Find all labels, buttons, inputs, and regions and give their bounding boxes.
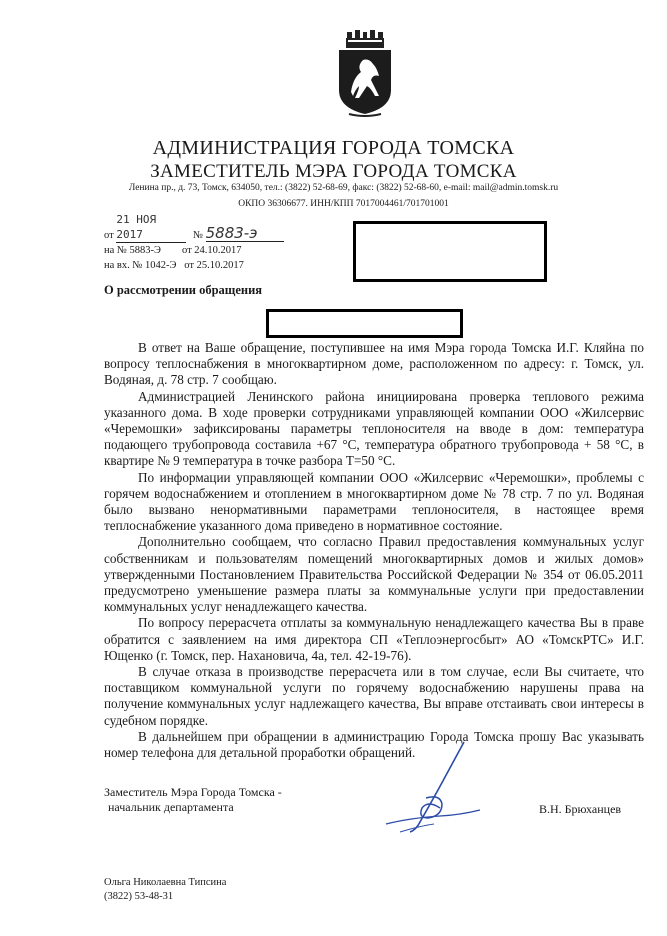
subject-line: О рассмотрении обращения (104, 283, 263, 297)
tomsk-coat-of-arms-icon (333, 30, 397, 118)
reference-line-2: на вх. № 1042-Э от 25.10.2017 (104, 260, 244, 271)
signatory-position (104, 785, 282, 815)
position-line-1: Заместитель Мэра Города Томска - (104, 785, 282, 799)
signatory-name: В.Н. Брюханцев (539, 802, 622, 816)
org-codes: ОКПО 36306677. ИНН/КПП 7017004461/701701001 (238, 199, 449, 209)
redacted-addressee (353, 221, 547, 282)
org-title: АДМИНИСТРАЦИЯ ГОРОДА ТОМСКА (152, 137, 515, 159)
date-number-line (104, 212, 324, 243)
paragraph-2: Администрацией Ленинского района инициирована проверка теплового режима указанного дома. В ходе проверки сотрудниками управляющей компании ООО «Жилсервис «Черемошки» зафиксированы параметры теплоносителя на вводе в дом: температура подающего трубопровода составила +67 °С, температура обратного трубопровода + 58 °С, в квартире № 9 температура в точке разбора Т=50 °С. (104, 388, 644, 469)
number-handwritten: 5883-э (206, 226, 284, 242)
reference-line-1: на № 5883-Э от 24.10.2017 (104, 245, 242, 256)
paragraph-7: В дальнейшем при обращении в администрацию Города Томска прошу Вас указывать номер телефона для детальной проработки обращений. (104, 728, 644, 761)
org-subtitle: ЗАМЕСТИТЕЛЬ МЭРА ГОРОДА ТОМСКА (150, 161, 517, 182)
reference-block (104, 212, 324, 273)
ot-prefix: от (104, 230, 114, 241)
paragraph-5: По вопросу перерасчета отплаты за коммунальную ненадлежащего качества Вы в праве обратится с заявлением на имя директора СП «Теплоэнергосбыт» АО «ТомскРТС» И.Г. Ющенко (г. Томск, пер. Нахановича, 4а, тел. 42-19-76). (104, 615, 644, 663)
executor-phone: (3822) 53-48-31 (104, 891, 174, 902)
paragraph-4: Дополнительно сообщаем, что согласно Правил предоставления коммунальных услуг собственникам и пользователям помещений многоквартирных домов и жилых домов» утвержденными Постановлением Правительства Российской Федерации № 354 от 06.05.2011 предусмотрено уменьшение размера платы за коммунальные услуги при предоставлении коммунальных услуг ненадлежащего качества. (104, 534, 644, 615)
org-address: Ленина пр., д. 73, Томск, 634050, тел.: (3822) 52-68-69, факс: (3822) 52-68-60, e-mail: mail@admin.tomsk.ru (128, 183, 559, 193)
letter-body (104, 340, 644, 761)
number-prefix: № (192, 230, 203, 241)
executor-name: Ольга Николаевна Типсина (104, 877, 227, 888)
executor-block (104, 876, 226, 904)
paragraph-6: В случае отказа в производстве перерасчета или в том случае, если Вы считаете, что поставщиком коммунальной услуги по горячему водоснабжению нарушены права на получение коммунальных услуг надлежащего качества, Вы вправе отстаивать свои интересы в судебном порядке. (104, 664, 644, 728)
date-stamp: 21 НОЯ 2017 (116, 212, 186, 243)
handwritten-signature-icon (380, 738, 490, 838)
redacted-salutation (266, 309, 463, 338)
paragraph-1: В ответ на Ваше обращение, поступившее на имя Мэра города Томска И.Г. Кляйна по вопросу теплоснабжения в многоквартирном доме, расположенном по адресу: г. Томск, ул. Водяная, д. 78 стр. 7 сообщаю. (104, 340, 644, 388)
paragraph-3: По информации управляющей компании ООО «Жилсервис «Черемошки», проблемы с горячем водоснабжением и отоплением в многоквартирном доме № 78 стр. 7 по ул. Водяная было вызвано ненормативными параметрами теплоносителя, в настоящее время теплоснабжение указанного дома приведено в нормативное состояние. (104, 469, 644, 534)
position-line-2: начальник департамента (108, 800, 234, 814)
